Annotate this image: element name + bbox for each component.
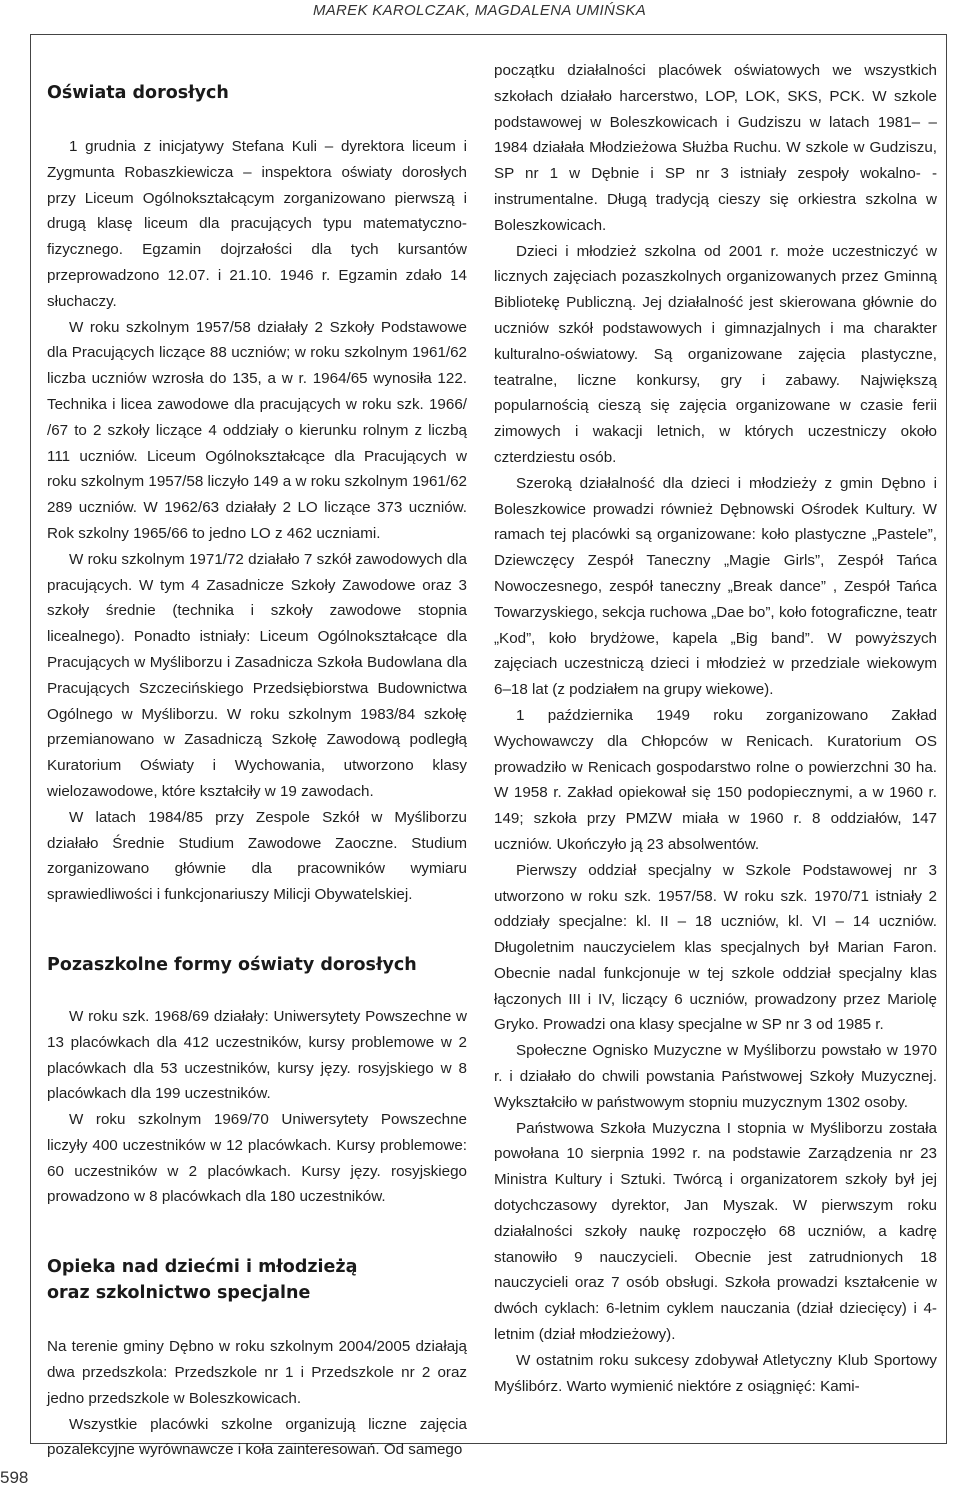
paragraph: W roku szkolnym 1969/70 Uniwersytety Powszechne liczyły 400 uczestników w 12 placówkach. Kursy problemowe: 60 uczestników w 2 placówkach. Kursy języ. rosyjskiego prowadzono w 8 placówkach dla 180 uczestników. <box>47 1111 467 1206</box>
right-column <box>494 58 937 1399</box>
paragraph: Społeczne Ognisko Muzyczne w Myśliborzu powstało w 1970 r. i działało do chwili powstania Państwowej Szkoły Muzycznej. Wykształciło w państwowym stopniu muzycznym 1302 osoby. <box>494 1042 937 1111</box>
left-column <box>47 58 467 1463</box>
paragraph: Szeroką działalność dla dzieci i młodzieży z gmin Dębno i Boleszkowice prowadzi również Dębnowski Ośrodek Kultury. W ramach tej placówki są organizowane: koło plastyczne „Pastele”, Dziewczęcy Zespół Taneczny „Magie Girls”, Zespół Tańca Nowoczesnego, zespół taneczny „Break dance” , Zespół Tańca Towarzyskiego, sekcja ruchowa „Dae bo”, koło fotograficzne, teatr „Kod”, koło brydżowe, kapela „Big band”. W powyższych zajęciach uczestniczą dzieci i młodzież w przedziale wiekowym 6–18 lat (z podziałem na grupy wiekowe). <box>494 474 937 699</box>
paragraph: Pierwszy oddział specjalny w Szkole Podstawowej nr 3 utworzono w roku szk. 1957/58. W roku szk. 1970/71 istniały 2 oddziały specjalne: kl. II – 18 uczniów, kl. VI – 14 uczniów. Długoletnim nauczycielem klas specjalnych był Marian Faron. Obecnie nadal funkcjonuje w tej szkole oddział specjalny klas łączonych III i IV, liczący 6 uczniów, prowadzony przez Mariolę Gryko. Prowadzi ona klasy specjalne w SP nr 3 od 1985 r. <box>494 861 937 1034</box>
page-number: 598 <box>0 1468 29 1487</box>
paragraph: 1 grudnia z inicjatywy Stefana Kuli – dyrektora liceum i Zygmunta Robaszkiewicza – inspektora oświaty dorosłych przy Liceum Ogólnokształcącym zorganizowano pierwszą i drugą klasę liceum dla pracujących typu matematyczno-fizycznego. Egzamin dojrzałości dla tych kursantów przeprowadzono 12.07. i 21.10. 1946 r. Egzamin zdało 14 słuchaczy. <box>47 138 467 310</box>
paragraph: W roku szkolnym 1971/72 działało 7 szkół zawodowych dla pracujących. W tym 4 Zasadnicze Szkoły Zawodowe oraz 3 szkoły średnie (technika i szkoły zawodowe stopnia licealnego). Ponadto istniały: Liceum Ogólnokształcące dla Pracujących w Myśliborzu i Zasadnicza Szkoła Budowlana dla Pracujących Szczecińskiego Przedsiębiorstwa Budownictwa Ogólnego w Myśliborzu. W roku szkolnym 1983/84 szkołę przemianowano w Zasadniczą Szkołę Zawodową podległą Kuratorium Oświaty i Wychowania, utworzono klasy wielozawodowe, które kształciły w 19 zawodach. <box>47 550 467 800</box>
section-title-extracurricular-adult-education: Pozaszkolne formy oświaty dorosłych <box>47 954 417 975</box>
section-title-childcare-special-education <box>47 1254 467 1306</box>
paragraph: Na terenie gminy Dębno w roku szkolnym 2004/2005 działają dwa przedszkola: Przedszkole nr 1 i Przedszkole nr 2 oraz jedno przedszkole w Boleszkowicach. <box>47 1338 467 1407</box>
section-title-line: Opieka nad dziećmi i młodzieżą <box>47 1257 358 1278</box>
section-title-adult-education: Oświata dorosłych <box>47 83 229 103</box>
paragraph: Państwowa Szkoła Muzyczna I stopnia w Myśliborzu została powołana 10 sierpnia 1992 r. na podstawie Zarządzenia nr 23 Ministra Kultury i Sztuki. Twórcą i organizatorem szkoły był jej dotychczasowy dyrektor, Jan Myszak. W pierwszym roku działalności szkoły naukę rozpoczęło 68 uczniów, a kadrę stanowiło 9 nauczycieli. Obecnie jest zatrudnionych 18 nauczycieli oraz 7 osób obsługi. Szkoła prowadzi kształcenie w dwóch cyklach: 6-letnim cyklem nauczania (dział dziecięcy) i 4-letnim (dział młodzieżowy). <box>494 1119 937 1344</box>
section-title-line: oraz szkolnictwo specjalne <box>47 1283 311 1304</box>
paragraph: W latach 1984/85 przy Zespole Szkół w Myśliborzu działało Średnie Studium Zawodowe Zaoczne. Studium zorganizowano głównie dla pracowników wymiaru sprawiedliwości i funkcjonariuszy Milicji Obywatelskiej. <box>47 808 467 904</box>
running-head: MAREK KAROLCZAK, MAGDALENA UMIŃSKA <box>312 2 646 19</box>
paragraph: 1 października 1949 roku zorganizowano Zakład Wychowawczy dla Chłopców w Renicach. Kuratorium OS prowadziło w Renicach gospodarstwo rolne o powierzchni 30 ha. W 1958 r. Zakład opiekował się 150 podopiecznymi, a w 1960 r. 149; szkoła przy PMZW miała w 1960 r. 8 oddziałów, 147 uczniów. Ukończyło ją 23 absolwentów. <box>494 706 937 853</box>
paragraph: Dzieci i młodzież szkolna od 2001 r. może uczestniczyć w licznych zajęciach pozaszkolnych organizowanych przez Gminną Bibliotekę Publiczną. Jej działalność jest skierowana głównie do uczniów szkół podstawowych i gimnazjalnych i ma charakter kulturalno-oświatowy. Są organizowane zajęcia plastyczne, teatralne, liczne konkursy, gry i zabawy. Największą popularnością cieszą się zajęcia organizowane w czasie ferii zimowych i wakacji letnich, w których uczestniczy około czterdziestu osób. <box>494 242 937 466</box>
paragraph: W roku szk. 1968/69 działały: Uniwersytety Powszechne w 13 placówkach dla 412 uczestników, kursy problemowe w 2 placówkach dla 53 uczestników, kursy języ. rosyjskiego w 8 placówkach dla 199 uczestników. <box>47 1007 467 1103</box>
paragraph: W ostatnim roku sukcesy zdobywał Atletyczny Klub Sportowy Myślibórz. Warto wymienić niektóre z osiągnięć: Kami- <box>494 1351 937 1395</box>
paragraph: początku działalności placówek oświatowych we wszystkich szkołach działało harcerstwo, LOP, LOK, SKS, PCK. W szkole podstawowej w Boleszkowicach i Gudziszu w latach 1981– –1984 działała Młodzieżowa Służba Ruchu. W szkole w Gudziszu, SP nr 1 w Dębnie i SP nr 3 istniały zespoły wokalno- -instrumentalne. Długą tradycją cieszy się orkiestra szkolna w Boleszkowicach. <box>494 62 937 234</box>
paragraph: W roku szkolnym 1957/58 działały 2 Szkoły Podstawowe dla Pracujących liczące 88 uczniów; w roku szkolnym 1961/62 liczba uczniów wzrosła do 135, a w r. 1964/65 wynosiła 122. Technika i licea zawodowe dla pracujących w roku szk. 1966/ /67 to 2 szkoły liczące 4 oddziały o kierunku rolnym z liczbą 111 uczniów. Liceum Ogólnokształcące dla Pracujących w roku szkolnym 1957/58 liczyło 149 a w roku szkolnym 1961/62 289 uczniów. W 1962/63 działały 2 LO liczące 373 uczniów. Rok szkolny 1965/66 to jedno LO z 462 uczniami. <box>47 318 467 542</box>
paragraph: Wszystkie placówki szkolne organizują liczne zajęcia pozalekcyjne wyrównawcze i koła zainteresowań. Od samego <box>47 1415 467 1459</box>
